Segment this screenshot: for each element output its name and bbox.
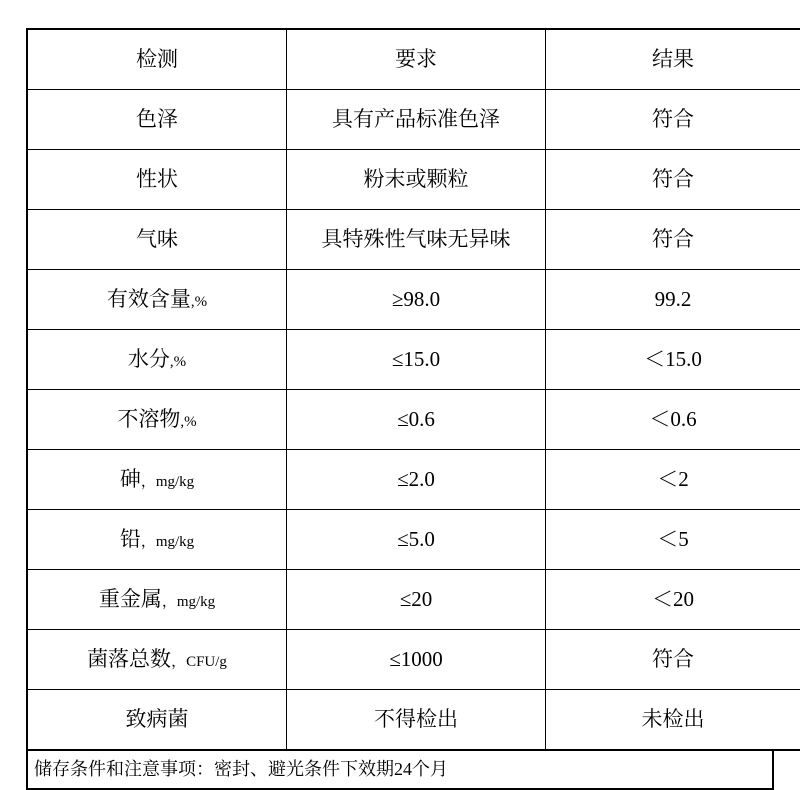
cell-requirement: ≥98.0 <box>287 270 546 330</box>
item-name: 性状 <box>136 167 178 191</box>
table-row <box>27 270 800 330</box>
cell-item <box>27 210 287 270</box>
cell-requirement: ≤5.0 <box>287 510 546 570</box>
table-row <box>27 330 800 390</box>
cell-result: ＜15.0 <box>546 330 800 390</box>
cell-requirement: ≤0.6 <box>287 390 546 450</box>
item-unit: ，mg/kg <box>141 474 194 490</box>
table-row <box>27 210 800 270</box>
specification-table <box>26 28 800 751</box>
table-row <box>27 570 800 630</box>
cell-result: ＜0.6 <box>546 390 800 450</box>
cell-result: 99.2 <box>546 270 800 330</box>
item-name: 不溶物 <box>117 407 180 431</box>
column-header-item: 检测 <box>27 29 287 90</box>
item-name: 砷 <box>120 467 141 491</box>
cell-result: 符合 <box>546 210 800 270</box>
table-header-row <box>27 29 800 90</box>
cell-requirement: 粉末或颗粒 <box>287 150 546 210</box>
item-name: 水分 <box>128 347 170 371</box>
cell-requirement: ≤20 <box>287 570 546 630</box>
cell-item <box>27 630 287 690</box>
column-header-result: 结果 <box>546 29 800 90</box>
table-row <box>27 450 800 510</box>
item-unit: ,% <box>180 414 196 430</box>
item-name: 菌落总数 <box>87 647 171 671</box>
item-unit: ，CFU/g <box>171 654 227 670</box>
cell-item <box>27 330 287 390</box>
cell-result: 符合 <box>546 90 800 150</box>
item-name: 气味 <box>136 227 178 251</box>
cell-requirement: ≤2.0 <box>287 450 546 510</box>
table-body <box>27 29 800 750</box>
storage-note: 储存条件和注意事项：密封、避光条件下效期24个月 <box>26 751 774 790</box>
table-row <box>27 150 800 210</box>
cell-item <box>27 270 287 330</box>
item-name: 重金属 <box>99 587 162 611</box>
cell-result: 未检出 <box>546 690 800 751</box>
table-row <box>27 90 800 150</box>
item-unit: ,% <box>191 294 207 310</box>
cell-item <box>27 510 287 570</box>
item-name: 色泽 <box>136 107 178 131</box>
cell-requirement: 具特殊性气味无异味 <box>287 210 546 270</box>
table-row <box>27 390 800 450</box>
cell-item <box>27 450 287 510</box>
column-header-requirement: 要求 <box>287 29 546 90</box>
item-unit: ，mg/kg <box>162 594 215 610</box>
table-row <box>27 690 800 751</box>
item-name: 致病菌 <box>126 707 189 731</box>
item-name: 有效含量 <box>107 287 191 311</box>
item-name: 铅 <box>120 527 141 551</box>
cell-requirement: ≤15.0 <box>287 330 546 390</box>
cell-item <box>27 150 287 210</box>
cell-result: 符合 <box>546 630 800 690</box>
item-unit: ,% <box>170 354 186 370</box>
cell-result: 符合 <box>546 150 800 210</box>
cell-result: ＜20 <box>546 570 800 630</box>
table-row <box>27 510 800 570</box>
cell-requirement: ≤1000 <box>287 630 546 690</box>
cell-item <box>27 390 287 450</box>
table-row <box>27 630 800 690</box>
cell-result: ＜5 <box>546 510 800 570</box>
cell-item <box>27 570 287 630</box>
item-unit: ，mg/kg <box>141 534 194 550</box>
cell-result: ＜2 <box>546 450 800 510</box>
cell-requirement: 具有产品标准色泽 <box>287 90 546 150</box>
cell-item <box>27 690 287 751</box>
cell-item <box>27 90 287 150</box>
cell-requirement: 不得检出 <box>287 690 546 751</box>
